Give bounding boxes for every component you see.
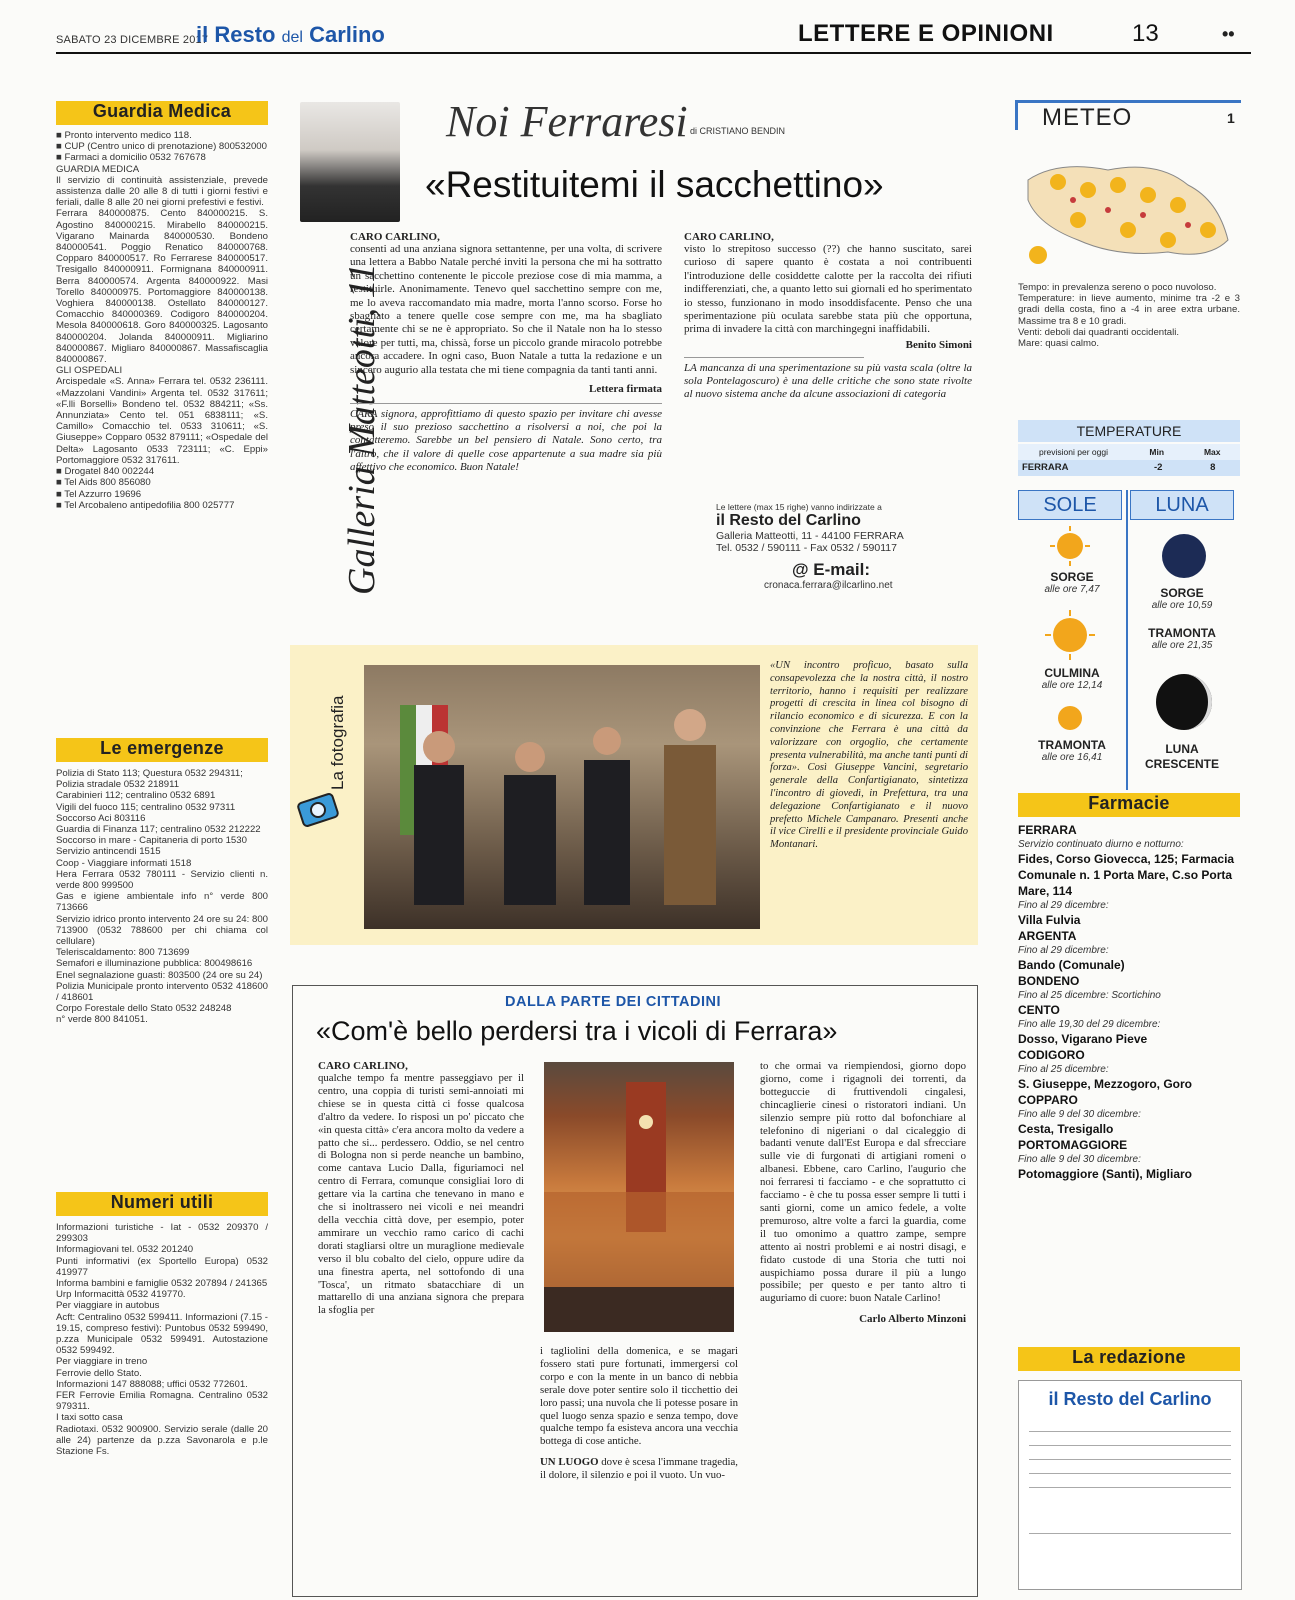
- group-photo: [364, 665, 760, 929]
- article-col-2b-text: dove è scesa l'immane tragedia, il dolore, il silenzio e poi il vuoto. Un vuo-: [540, 1456, 738, 1482]
- contact-intro: Le lettere (max 15 righe) vanno indirizzate a: [716, 502, 882, 512]
- emergenze-text: Polizia di Stato 113; Questura 0532 294311; Polizia stradale 0532 218911 Carabinieri 112; centralino 0532 6891 Vigili del fuoco 115; centralino 0532 97311 Soccorso Aci 803116 Guardia di Finanza 117; centralino 0532 212222 Soccorso in mare - Capitaneria di porto 1530 Servizio antincendi 1515 Coop - Viaggiare informati 1518 Hera Ferrara 0532 780111 - Servizio clienti n. verde 800 999500 Gas e igiene ambientale info n° verde 800 713666 Servizio idrico pronto intervento 24 ore su 24: 800 713900 (0532 788600 per chi chiama col cellulare) Teleriscaldamento: 800 713699 Semafori e illuminazione pubblica: 800498616 Enel segnalazione guasti: 803500 (24 ore su 24) Polizia Municipale pronto intervento 0532 418600 / 418601 Corpo Forestale dello Stato 0532 248248 n° verde 800 841051.: [56, 768, 268, 1026]
- article-photo: [544, 1062, 734, 1332]
- logo-word-1: il Resto: [196, 22, 276, 47]
- guardia-text: ■ Pronto intervento medico 118. ■ CUP (Centro unico di prenotazione) 800532000 ■ Farmaci a domicilio 0532 767678 GUARDIA MEDICA Il servizio di continuità assistenziale, prevede assistenza dalle 20 alle 8 di tutti i giorni festivi e feriali, dalle 8 alle 20 nei giorni prefestivi e festivi. Ferrara 840000875. Cento 840000215. S. Agostino 840000215. Mirabello 840000215. Vigarano Mainarda 840000530. Bondeno 840000541. Poggio Renatico 840000768. Copparo 840000517. Ro Ferrarese 840000517. Tresigallo 840000911. Formignana 840000911. Berra 840000574. Argenta 840000922. Masi Torello 840000975. Portomaggiore 840000138. Voghiera 840000138. Ostellato 840000127. Comacchio 840000369. Codigoro 840000204. Mesola 840000618. Goro 840000325. Lagosanto 840000204. Jolanda 840000911. Migliarino 840000867. Migliaro 840000867. Massafiscaglia 840000867. GLI OSPEDALI Arcispedale «S. Anna» Ferrara tel. 0532 236111. «Mazzolani Vandini» Argenta tel. 0532 317611; «F.lli Borselli» Bondeno tel. 0532 884211; «Ss. Annunziata» Cento tel. 051 6838111; «S. Camillo» Comacchio tel. 0533 310611; «S. Giuseppe» Copparo 0532 879111; «Ospedale del Delta» Lagosanto 0533 723111; «C. Eppi» Portomaggiore 0532 317611. ■ Drogatel 840 002244 ■ Tel Aids 800 856080 ■ Tel Azzurro 19696 ■ Tel Arcobaleno antipedofilia 800 025777: [56, 130, 268, 511]
- letter-1-reply: CARA signora, approfittiamo di questo spazio per invitare chi avesse preso il suo prezioso sacchettino a risolversi a noi, che poi la contatteremo. Sarebbe un bel pensiero di Natale. Sono certo, tra l'altro, che il valore di quelle cose appartenute a sua madre sia più affettivo che economico. Buon Natale!: [350, 408, 662, 473]
- section-title: LETTERE E OPINIONI: [798, 20, 1054, 47]
- contact-phone: Tel. 0532 / 590111 - Fax 0532 / 590117: [716, 542, 897, 554]
- column-title: Noi Ferraresi: [446, 97, 688, 146]
- letter-2-reply: LA mancanza di una sperimentazione su più vasta scala (oltre la sola Pontelagoscuro) è una delle critiche che sono state rivolte al nuovo sistema anche da alcune associazioni di categoria: [684, 361, 972, 401]
- meteo-forecast: Tempo: in prevalenza sereno o poco nuvoloso. Temperature: in lieve aumento, minime tra -2 e 3 gradi della costa, fino a -4 in aree extra urbane. Massime tra 8 e 10 gradi. Venti: deboli dai quadranti occidentali. Mare: quasi calmo.: [1018, 282, 1240, 350]
- contact-box: [716, 502, 956, 591]
- article-col-3: [760, 1060, 966, 1325]
- contact-address: Galleria Matteotti, 11 - 44100 FERRARA: [716, 530, 904, 542]
- luna-fase: LUNA CRESCENTE: [1144, 742, 1219, 771]
- sole-sorge: SORGE: [1050, 570, 1094, 584]
- farmacia-note: Fino al 29 dicembre:: [1018, 900, 1109, 911]
- temperature-row: [1018, 460, 1240, 476]
- sole-tramonta: TRAMONTA: [1038, 738, 1106, 752]
- sole-tramonta-time: alle ore 16,41: [1041, 752, 1103, 763]
- article-sign: Carlo Alberto Minzoni: [859, 1313, 966, 1326]
- camera-icon: [296, 790, 342, 830]
- sun-noon-icon: [1045, 610, 1095, 660]
- farmacia-note: Servizio continuato diurno e notturno:: [1018, 839, 1184, 850]
- vertical-address-text: Galleria Matteotti, 11: [341, 263, 383, 595]
- letter-1: [350, 231, 662, 474]
- farmacia-item: [1018, 973, 1240, 1002]
- column-byline: di CRISTIANO BENDIN: [690, 126, 786, 136]
- farmacia-note: Fino al 29 dicembre:: [1018, 945, 1109, 956]
- header-dots: ••: [1222, 24, 1235, 44]
- farmacie-list: [1018, 822, 1240, 1342]
- photo-caption: «UN incontro proficuo, basato sulla consapevolezza che la nostra città, il nostro territorio, hanno i requisiti per realizzare progetti di crescita in linea col bisogno di rilancio economico e di sicurezza. E con la convinzione che Ferrara è una città da valorizzare con orgoglio, che certamente presenta vulnerabilità, ma anche tanti punti di forza». Così Giuseppe Vancini, segretario generale della Confartigianato, sintetizza l'incontro di giovedì, in Prefettura, tra una delegazione Confartigianato e il nuovo prefetto Michele Campanaro. Presenti anche il vice Cirelli e il presidente provinciale Guido Montanari.: [770, 660, 968, 851]
- farmacia-name: Villa Fulvia: [1018, 913, 1081, 927]
- moon-icon: [1160, 532, 1208, 580]
- farmacia-note: Fino alle 9 del 30 dicembre:: [1018, 1109, 1141, 1120]
- article-col-2b: [540, 1456, 738, 1482]
- temperature-title: TEMPERATURE: [1018, 420, 1240, 442]
- farmacia-item: [1018, 912, 1240, 928]
- article-col-2: [540, 1345, 738, 1482]
- guardia-title: Guardia Medica: [56, 101, 268, 125]
- moon-phase-icon: [1154, 672, 1214, 732]
- weather-map: [1018, 140, 1240, 274]
- divider: [684, 357, 864, 358]
- farmacia-note: Fino alle 19,30 del 29 dicembre:: [1018, 1019, 1161, 1030]
- farmacia-name: CENTO: [1018, 1003, 1060, 1017]
- article-salute: CARO CARLINO,: [318, 1060, 408, 1072]
- masthead-logo: [196, 22, 385, 48]
- farmacia-item: [1018, 1121, 1240, 1137]
- numeri-text: Informazioni turistiche - Iat - 0532 209370 / 299303 Informagiovani tel. 0532 201240 Punti informativi (ex Sportello Europa) 0532 419977 Informa bambini e famiglie 0532 207894 / 241365 Urp Informacittà 0532 419770. Per viaggiare in autobus Acft: Centralino 0532 599411. Informazioni (7.15 - 19.15, compreso festivi): Puntobus 0532 599490, p.zza Municipale 0532 599491. Autostazione 0532 599492. Per viaggiare in treno Ferrovie dello Stato. Informazioni 147 888088; uffici 0532 772601. FER Ferrovie Emilia Romagna. Centralino 0532 979311. I taxi sotto casa Radiotaxi. 0532 900900. Servizio serale (dalle 20 alle 24) partenze da p.zza Savonarola e p.le Stazione Fs.: [56, 1222, 268, 1458]
- luna-tramonta-time: alle ore 21,35: [1151, 640, 1213, 651]
- contact-paper: il Resto del Carlino: [716, 512, 861, 529]
- article-kicker: DALLA PARTE DEI CITTADINI: [505, 994, 722, 1010]
- farmacia-item: [1018, 1047, 1240, 1076]
- article-photo-scene: [544, 1062, 734, 1332]
- farmacia-item: [1018, 851, 1240, 912]
- sole-title: SOLE: [1018, 490, 1122, 520]
- temperature-head: [1018, 444, 1240, 460]
- meteo-title: METEO: [1042, 104, 1133, 131]
- article-col-1-text: qualche tempo fa mentre passeggiavo per il centro, una coppia di turisti semi-annoiati mi chiese se in questa città ci fosse qualcosa d'altro da vedere. Io risposi un po' piccato che «in questa città» c'era ancora molto da vedere a patto che si... perdessero. Oddio, se nel centro di Bologna non si perde neanche un bambino, come cantava Lucio Dalla, figuriamoci nel centro di Ferrara, comunque consigliai loro di gettare via la cartina che tenevano in mano e che si inoltrassero nei vicoli e nei meandri della vecchia città dove, per esempio, poter ammirare un vecchio ramo carico di cachi dorati stagliarsi oltre un muraglione medievale verso il blu cobalto del cielo, oppure udire da una finestra aperta, nel sottofondo di una 'Tosca', un ritmato sbatacchiare di un mattarello di una anziana signora che prepara la sfoglia per: [318, 1072, 524, 1317]
- farmacia-item: [1018, 1137, 1240, 1166]
- farmacia-item: [1018, 1076, 1240, 1092]
- farmacia-note: Fino al 25 dicembre:: [1018, 1064, 1109, 1075]
- luna-sorge-time: alle ore 10,59: [1151, 600, 1213, 611]
- temp-head-min: Min: [1149, 447, 1165, 457]
- author-photo: [300, 102, 400, 222]
- temp-city: FERRARA: [1022, 462, 1069, 473]
- divider: [350, 403, 662, 404]
- farmacia-item: [1018, 1092, 1240, 1121]
- temp-head-max: Max: [1203, 447, 1221, 457]
- meteo-flag: 1: [1227, 110, 1235, 126]
- farmacie-title: Farmacie: [1018, 793, 1240, 817]
- logo-word-2: del: [281, 29, 303, 46]
- farmacia-name: Cesta, Tresigallo: [1018, 1122, 1114, 1136]
- article-col-1: [318, 1060, 524, 1317]
- photo-label-text: La fotografia: [328, 695, 347, 790]
- photo-section-label: [300, 650, 347, 800]
- farmacia-item: [1018, 1031, 1240, 1047]
- farmacia-name: S. Giuseppe, Mezzogoro, Goro: [1018, 1077, 1193, 1091]
- sun-set-icon: [1052, 700, 1088, 736]
- farmacia-name: PORTOMAGGIORE: [1018, 1138, 1128, 1152]
- farmacia-name: Dosso, Vigarano Pieve: [1018, 1032, 1148, 1046]
- redazione-title: La redazione: [1018, 1347, 1240, 1371]
- photo-figures: [364, 665, 760, 929]
- email-label: @ E-mail:: [792, 560, 870, 579]
- farmacia-name: CODIGORO: [1018, 1048, 1085, 1062]
- email-address[interactable]: cronaca.ferrara@ilcarlino.net: [764, 580, 893, 591]
- sole-culmina-time: alle ore 12,14: [1041, 680, 1103, 691]
- article-col-2-text: i tagliolini della domenica, e se magari fossero stati pure fortunati, immergersi col corpo e con la mente in un banco di nebbia serale dove poter sentire solo il ticchettio dei loro passi; una nuvola che li potesse posare in quel luogo senza spazio e senza tempo, dove qualche tempo fa esisteva ancora una vecchia bottega di cose antiche.: [540, 1345, 738, 1448]
- astro-divider: [1126, 490, 1128, 790]
- letter-1-body: consenti ad una anziana signora settantenne, per una volta, di scrivere una lettera a Babbo Natale perché inviti la persona che mi ha sottratto un sacchettino contenente le piccole preziose cose di mia mamma, a restituirle. Anonimamente. Tenevo quel sacchettino sempre con me, me lo aveva raccomandato mia madre, morta l'anno scorso. Forse ho sbagliato a tenere quelle cose sempre con me, ma ha sbagliato certamente chi se ne è appropriato. So che il Natale non ha lo stesso valore per tutti, ma, chissà, forse un piccolo grande miracolo potrebbe ancora accadere. In ogni caso, Buon Natale a tutta la redazione e un sincero augurio alla testata che mi tiene compagnia da tanti tanti anni.: [350, 243, 662, 376]
- temp-max: 8: [1210, 462, 1216, 473]
- luna-tramonta: TRAMONTA: [1148, 626, 1216, 640]
- farmacia-item: [1018, 1166, 1240, 1182]
- sun-rise-icon: [1050, 526, 1090, 566]
- farmacia-name: Potomaggiore (Santi), Migliaro: [1018, 1167, 1193, 1181]
- letter-2-sign: Benito Simoni: [905, 338, 972, 351]
- article-lead: UN LUOGO: [540, 1456, 599, 1469]
- temp-head-label: previsioni per oggi: [1039, 447, 1108, 457]
- issue-date: SABATO 23 DICEMBRE 2017: [56, 34, 209, 46]
- farmacia-name: FERRARA: [1018, 823, 1077, 837]
- header-rule: [56, 52, 1251, 54]
- main-headline: «Restituitemi il sacchettino»: [425, 164, 884, 205]
- temp-min: -2: [1154, 462, 1163, 473]
- numeri-title: Numeri utili: [56, 1192, 268, 1216]
- farmacia-note: Fino alle 9 del 30 dicembre:: [1018, 1154, 1141, 1165]
- emergenze-title: Le emergenze: [56, 738, 268, 762]
- letter-2-salute: CARO CARLINO,: [684, 231, 774, 243]
- farmacia-name: BONDENO: [1018, 974, 1080, 988]
- farmacia-item: [1018, 928, 1240, 957]
- farmacia-name: ARGENTA: [1018, 929, 1077, 943]
- article-title: «Com'è bello perdersi tra i vicoli di Ferrara»: [316, 1016, 838, 1046]
- luna-sorge: SORGE: [1160, 586, 1204, 600]
- farmacia-name: COPPARO: [1018, 1093, 1078, 1107]
- farmacia-item: [1018, 1002, 1240, 1031]
- letter-2: [684, 231, 972, 401]
- farmacia-item: [1018, 957, 1240, 973]
- logo-word-3: Carlino: [309, 22, 385, 47]
- farmacia-note: Fino al 25 dicembre: Scortichino: [1018, 990, 1161, 1001]
- temperature-table: [1018, 444, 1240, 476]
- sole-sorge-time: alle ore 7,47: [1044, 584, 1100, 595]
- redazione-logo: il Resto del Carlino: [1048, 1389, 1212, 1409]
- letter-1-salute: CARO CARLINO,: [350, 231, 440, 243]
- sole-culmina: CULMINA: [1044, 666, 1100, 680]
- article-col-3-text: to che ormai va riempiendosi, giorno dopo giorno, come i rigagnoli dei torrenti, da botteguccie di fruttivendoli cingalesi, chincaglierie cinesi o ristoratori indiani. Un silenzio sempre più rotto dal bofonchiare al telefonino di nigeriani o dal cicaleggio di badanti venute dall'Est Europa e dal sfrecciare sulle vie di furgonati di artigiani romeni o albanesi. Ebbene, caro Carlino, l'augurio che noi ferraresi ti facciamo - e che soprattutto ci facciamo - è che tu possa esser sempre lì tutti i santi giorni, come un amico fedele, a volte premuroso, altre volte a farci la guardia, come il tuo omonimo a quattro zampe, sempre attento ai nostri problemi e ai nostri disagi, e fidato custode di una Storia che tutti noi auspichiamo possa durare il più a lungo possibile; per questo e per tanto altro ti auguriamo di cuore: buon Natale Carlino!: [760, 1060, 966, 1305]
- redazione-staff: [1029, 1424, 1231, 1560]
- page-number: 13: [1132, 20, 1159, 47]
- redazione-box: [1018, 1380, 1242, 1590]
- farmacia-item: [1018, 822, 1240, 851]
- farmacia-name: Fides, Corso Giovecca, 125; Farmacia Comunale n. 1 Porta Mare, C.so Porta Mare, 114: [1018, 852, 1235, 898]
- farmacia-name: Bando (Comunale): [1018, 958, 1125, 972]
- luna-title: LUNA: [1130, 490, 1234, 520]
- letter-2-body: visto lo strepitoso successo (??) che hanno suscitato, sarei curioso di sapere quanto è costata a noi contribuenti l'introduzione delle cosiddette calotte per la raccolta dei rifiuti indifferenziati, che, a quanto letto sui giornali ed ho sperimentato io stesso, funzionano in modo insoddisfacente. Penso che una sperimentazione più oculata sarebbe stata più che opportuna, prima di invadere la città con marchingegni inaffidabili.: [684, 243, 972, 336]
- letter-1-sign: Lettera firmata: [589, 383, 662, 396]
